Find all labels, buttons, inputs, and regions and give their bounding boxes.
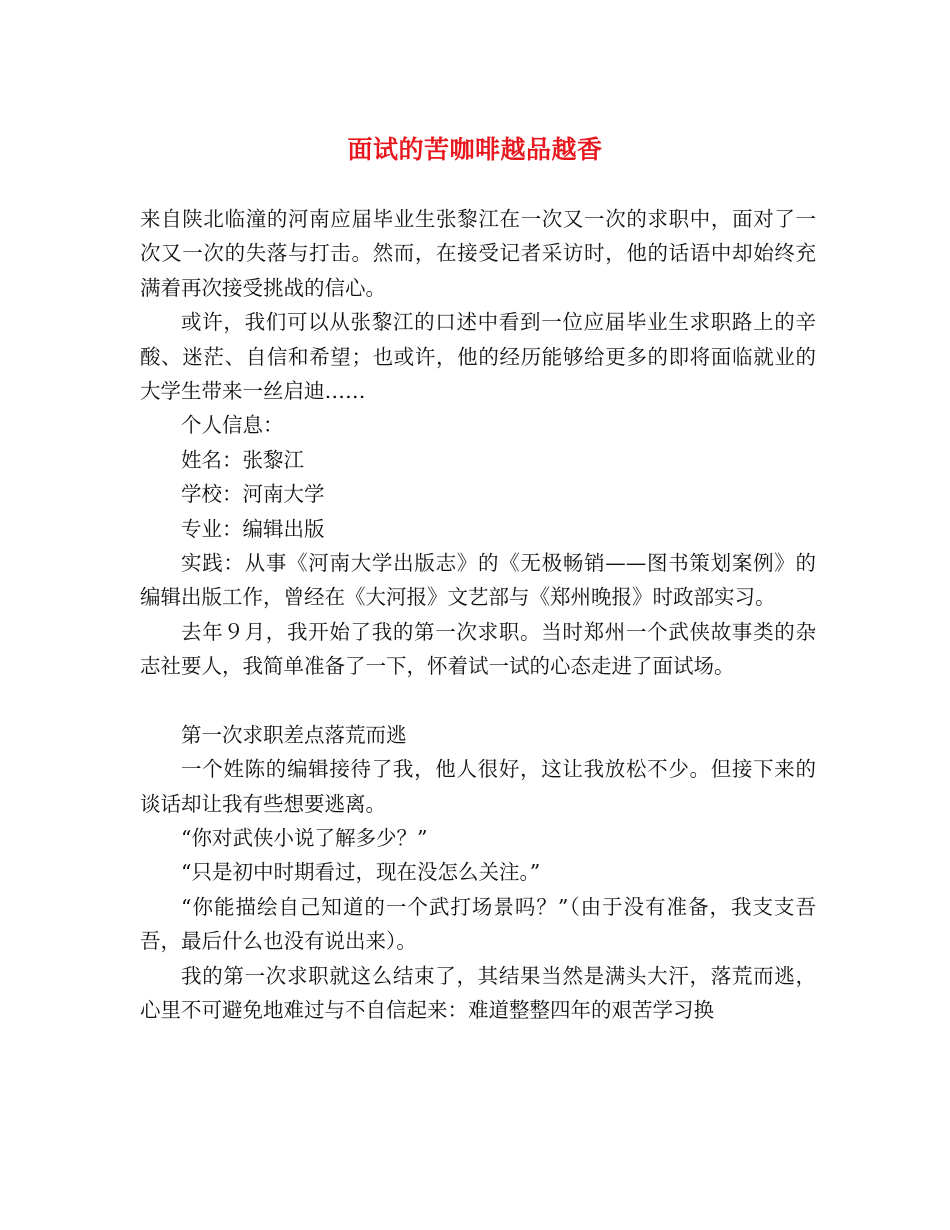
section-heading-first-job: 第一次求职差点落荒而逃 xyxy=(181,722,407,747)
paragraph-school: 学校：河南大学 xyxy=(181,482,325,507)
paragraph-name: 姓名：张黎江 xyxy=(181,447,304,472)
paragraph-conclusion: 我的第一次求职就这么结束了，其结果当然是满头大汗，落荒而逃，心里不可避免地难过与不自信起来：难道整整四年的艰苦学习换 xyxy=(140,963,816,1022)
paragraph-editor-chen: 一个姓陈的编辑接待了我，他人很好，这让我放松不少。但接下来的谈话却让我有些想要逃离。 xyxy=(140,757,816,816)
paragraph-practice: 实践：从事《河南大学出版志》的《无极畅销——图书策划案例》的编辑出版工作，曾经在《大河报》文艺部与《郑州晚报》时政部实习。 xyxy=(140,551,816,610)
paragraph-first-job-search: 去年９月，我开始了我的第一次求职。当时郑州一个武侠故事类的杂志社要人，我简单准备了一下，怀着试一试的心态走进了面试场。 xyxy=(140,619,816,679)
document-title: 面试的苦咖啡越品越香 xyxy=(347,135,603,164)
paragraph-intro: 来自陕北临潼的河南应届毕业生张黎江在一次又一次的求职中，面对了一次又一次的失落与打击。然而，在接受记者采访时，他的话语中却始终充满着再次接受挑战的信心。 xyxy=(140,207,816,300)
paragraph-answer-1: “只是初中时期看过，现在没怎么关注。” xyxy=(181,860,541,885)
paragraph-question-1: “你对武侠小说了解多少？” xyxy=(181,825,428,850)
document-body xyxy=(140,202,816,1027)
paragraph-major: 专业：编辑出版 xyxy=(181,516,325,541)
paragraph-personal-info-heading: 个人信息： xyxy=(181,413,284,438)
paragraph-perhaps: 或许，我们可以从张黎江的口述中看到一位应届毕业生求职路上的辛酸、迷茫、自信和希望；也或许，他的经历能够给更多的即将面临就业的大学生带来一丝启迪…… xyxy=(140,310,816,404)
paragraph-question-2: “你能描绘自己知道的一个武打场景吗？”（由于没有准备，我支支吾吾，最后什么也没有说出来）。 xyxy=(140,894,816,954)
